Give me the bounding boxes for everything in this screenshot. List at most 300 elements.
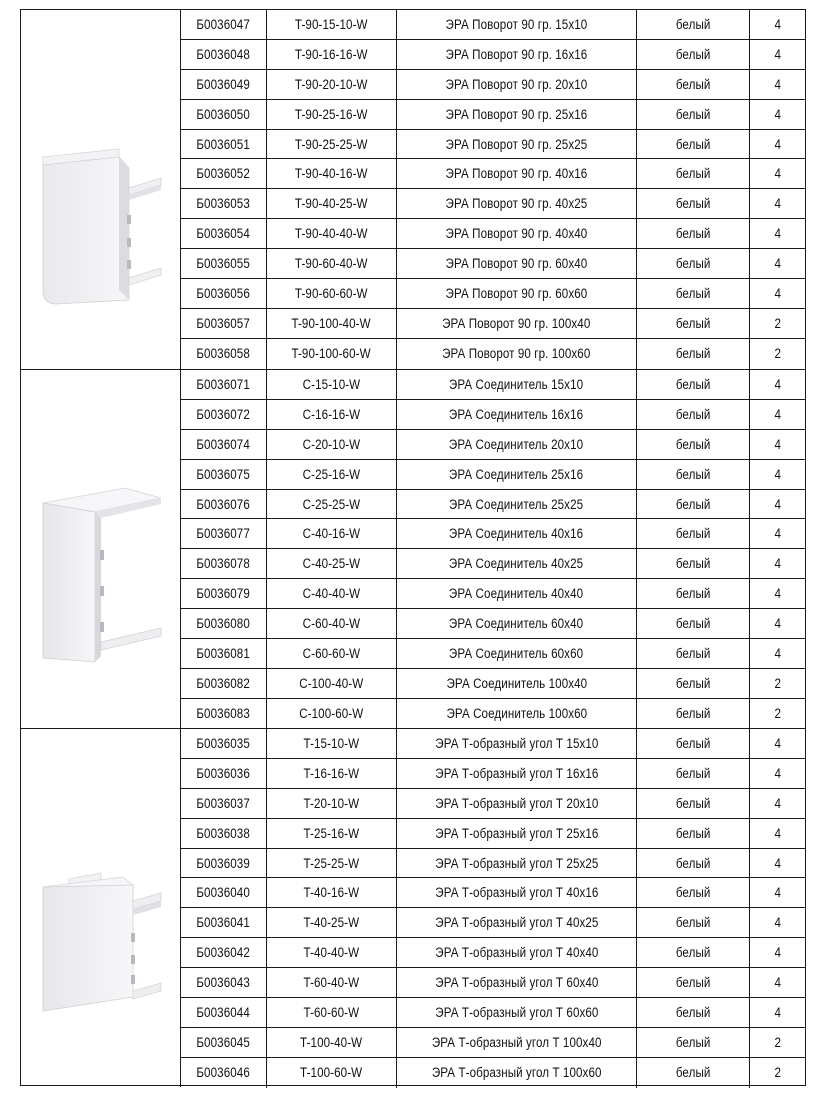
pack-quantity-text: 4 bbox=[774, 945, 781, 961]
model-code-text: C-25-16-W bbox=[302, 466, 361, 482]
color-cell bbox=[637, 998, 750, 1027]
table-row bbox=[181, 819, 805, 849]
color-cell bbox=[637, 100, 750, 129]
product-name-cell bbox=[397, 908, 637, 937]
model-code-text: T-90-16-16-W bbox=[295, 46, 368, 62]
article-number-cell bbox=[181, 789, 267, 818]
product-name-cell bbox=[397, 130, 637, 159]
article-number-text: Б0036035 bbox=[196, 735, 251, 751]
color-text: белый bbox=[675, 645, 711, 661]
article-number-text: Б0036057 bbox=[196, 315, 251, 331]
model-code-text: C-100-40-W bbox=[299, 675, 364, 691]
pack-quantity-text: 4 bbox=[774, 855, 781, 871]
pack-quantity-cell bbox=[750, 40, 805, 69]
model-code-text: T-90-20-10-W bbox=[295, 76, 368, 92]
model-code-text: T-15-10-W bbox=[303, 735, 360, 751]
product-name-cell bbox=[397, 189, 637, 218]
product-name-text: ЭРА Т-образный угол Т 40х40 bbox=[434, 945, 599, 961]
product-name-cell bbox=[397, 938, 637, 967]
model-code-cell bbox=[267, 968, 397, 997]
model-code-cell bbox=[267, 339, 397, 369]
t-shaped-fitting-image bbox=[21, 729, 181, 1088]
product-name-text: ЭРА Поворот 90 гр. 15х10 bbox=[445, 16, 588, 32]
color-cell bbox=[637, 430, 750, 459]
product-name-text: ЭРА Соединитель 100х60 bbox=[446, 706, 587, 722]
color-cell bbox=[637, 759, 750, 788]
article-number-text: Б0036056 bbox=[196, 285, 251, 301]
model-code-text: C-100-60-W bbox=[299, 706, 364, 722]
product-name-cell bbox=[397, 249, 637, 278]
pack-quantity-cell bbox=[750, 1028, 805, 1057]
table-row bbox=[181, 579, 805, 609]
pack-quantity-cell bbox=[750, 729, 805, 758]
model-code-cell bbox=[267, 729, 397, 758]
pack-quantity-cell bbox=[750, 130, 805, 159]
model-code-cell bbox=[267, 639, 397, 668]
table-row bbox=[181, 639, 805, 669]
article-number-cell bbox=[181, 908, 267, 937]
table-row bbox=[181, 998, 805, 1028]
model-code-cell bbox=[267, 460, 397, 489]
model-code-text: T-90-60-60-W bbox=[295, 285, 368, 301]
table-row bbox=[181, 878, 805, 908]
model-code-text: T-100-40-W bbox=[300, 1034, 363, 1050]
article-number-cell bbox=[181, 309, 267, 338]
color-text: белый bbox=[675, 46, 711, 62]
pack-quantity-text: 4 bbox=[774, 226, 781, 242]
table-row bbox=[181, 430, 805, 460]
article-number-cell bbox=[181, 400, 267, 429]
model-code-cell bbox=[267, 400, 397, 429]
color-cell bbox=[637, 189, 750, 218]
product-name-cell bbox=[397, 729, 637, 758]
table-row bbox=[181, 908, 805, 938]
color-text: белый bbox=[675, 436, 711, 452]
color-cell bbox=[637, 219, 750, 248]
product-name-cell bbox=[397, 400, 637, 429]
product-rows bbox=[181, 10, 805, 369]
article-number-text: Б0036075 bbox=[196, 466, 251, 482]
pack-quantity-cell bbox=[750, 309, 805, 338]
product-name-text: ЭРА Т-образный угол Т 16х16 bbox=[434, 765, 599, 781]
article-number-text: Б0036050 bbox=[196, 106, 251, 122]
article-number-cell bbox=[181, 249, 267, 278]
pack-quantity-text: 4 bbox=[774, 645, 781, 661]
model-code-text: T-25-16-W bbox=[303, 825, 360, 841]
article-number-cell bbox=[181, 460, 267, 489]
color-cell bbox=[637, 70, 750, 99]
pack-quantity-cell bbox=[750, 400, 805, 429]
table-row bbox=[181, 219, 805, 249]
article-number-cell bbox=[181, 519, 267, 548]
color-cell bbox=[637, 789, 750, 818]
product-name-text: ЭРА Т-образный угол Т 100х60 bbox=[431, 1065, 602, 1081]
model-code-cell bbox=[267, 430, 397, 459]
product-name-text: ЭРА Поворот 90 гр. 40х40 bbox=[445, 226, 588, 242]
pack-quantity-cell bbox=[750, 490, 805, 519]
color-cell bbox=[637, 490, 750, 519]
article-number-text: Б0036042 bbox=[196, 945, 251, 961]
product-name-cell bbox=[397, 549, 637, 578]
model-code-text: T-90-100-60-W bbox=[291, 346, 372, 362]
pack-quantity-cell bbox=[750, 789, 805, 818]
corner-90-fitting-image bbox=[21, 10, 181, 369]
table-row bbox=[181, 699, 805, 729]
color-text: белый bbox=[675, 526, 711, 542]
article-number-text: Б0036039 bbox=[196, 855, 251, 871]
table-row bbox=[181, 490, 805, 520]
pack-quantity-cell bbox=[750, 100, 805, 129]
product-table bbox=[20, 9, 806, 1086]
color-text: белый bbox=[675, 556, 711, 572]
article-number-cell bbox=[181, 549, 267, 578]
table-row bbox=[181, 130, 805, 160]
pack-quantity-cell bbox=[750, 878, 805, 907]
model-code-cell bbox=[267, 1028, 397, 1057]
color-text: белый bbox=[675, 586, 711, 602]
pack-quantity-text: 4 bbox=[774, 16, 781, 32]
product-name-text: ЭРА Соединитель 60х40 bbox=[449, 616, 584, 632]
model-code-cell bbox=[267, 878, 397, 907]
model-code-cell bbox=[267, 10, 397, 39]
article-number-text: Б0036038 bbox=[196, 825, 251, 841]
product-name-text: ЭРА Поворот 90 гр. 100х60 bbox=[442, 346, 591, 362]
pack-quantity-cell bbox=[750, 70, 805, 99]
model-code-text: C-25-25-W bbox=[302, 496, 361, 512]
color-text: белый bbox=[675, 975, 711, 991]
article-number-cell bbox=[181, 579, 267, 608]
color-text: белый bbox=[675, 765, 711, 781]
article-number-cell bbox=[181, 609, 267, 638]
model-code-text: C-40-40-W bbox=[302, 586, 361, 602]
table-row bbox=[181, 279, 805, 309]
product-name-text: ЭРА Поворот 90 гр. 25х16 bbox=[445, 106, 588, 122]
article-number-cell bbox=[181, 998, 267, 1027]
table-row bbox=[181, 100, 805, 130]
pack-quantity-cell bbox=[750, 759, 805, 788]
model-code-cell bbox=[267, 789, 397, 818]
model-code-cell bbox=[267, 609, 397, 638]
article-number-text: Б0036041 bbox=[196, 915, 251, 931]
product-name-text: ЭРА Соединитель 25х16 bbox=[449, 466, 584, 482]
model-code-text: T-60-60-W bbox=[303, 1004, 360, 1020]
pack-quantity-text: 4 bbox=[774, 196, 781, 212]
article-number-text: Б0036045 bbox=[196, 1034, 251, 1050]
pack-quantity-text: 4 bbox=[774, 166, 781, 182]
model-code-cell bbox=[267, 370, 397, 399]
pack-quantity-text: 4 bbox=[774, 76, 781, 92]
color-text: белый bbox=[675, 166, 711, 182]
color-cell bbox=[637, 1058, 750, 1088]
article-number-text: Б0036047 bbox=[196, 16, 251, 32]
pack-quantity-cell bbox=[750, 219, 805, 248]
color-text: белый bbox=[675, 76, 711, 92]
model-code-text: T-90-40-25-W bbox=[295, 196, 368, 212]
pack-quantity-cell bbox=[750, 339, 805, 369]
product-name-cell bbox=[397, 789, 637, 818]
color-text: белый bbox=[675, 196, 711, 212]
article-number-text: Б0036037 bbox=[196, 795, 251, 811]
color-text: белый bbox=[675, 496, 711, 512]
model-code-text: T-90-40-16-W bbox=[295, 166, 368, 182]
article-number-cell bbox=[181, 100, 267, 129]
product-name-text: ЭРА Соединитель 100х40 bbox=[446, 675, 587, 691]
product-name-cell bbox=[397, 1028, 637, 1057]
table-row bbox=[181, 370, 805, 400]
color-cell bbox=[637, 370, 750, 399]
pack-quantity-text: 4 bbox=[774, 885, 781, 901]
color-cell bbox=[637, 159, 750, 188]
table-row bbox=[181, 1058, 805, 1088]
color-cell bbox=[637, 339, 750, 369]
pack-quantity-cell bbox=[750, 249, 805, 278]
pack-quantity-cell bbox=[750, 279, 805, 308]
pack-quantity-cell bbox=[750, 669, 805, 698]
color-cell bbox=[637, 400, 750, 429]
table-row bbox=[181, 789, 805, 819]
model-code-text: T-90-40-40-W bbox=[295, 226, 368, 242]
product-name-text: ЭРА Поворот 90 гр. 25х25 bbox=[445, 136, 588, 152]
color-cell bbox=[637, 460, 750, 489]
model-code-text: C-40-16-W bbox=[302, 526, 361, 542]
article-number-cell bbox=[181, 639, 267, 668]
article-number-text: Б0036052 bbox=[196, 166, 251, 182]
article-number-text: Б0036054 bbox=[196, 226, 251, 242]
article-number-text: Б0036049 bbox=[196, 76, 251, 92]
color-text: белый bbox=[675, 885, 711, 901]
color-cell bbox=[637, 849, 750, 878]
product-name-cell bbox=[397, 579, 637, 608]
color-text: белый bbox=[675, 855, 711, 871]
product-name-text: ЭРА Поворот 90 гр. 20х10 bbox=[445, 76, 588, 92]
pack-quantity-text: 4 bbox=[774, 586, 781, 602]
color-cell bbox=[637, 819, 750, 848]
model-code-text: T-90-100-40-W bbox=[291, 315, 372, 331]
article-number-text: Б0036082 bbox=[196, 675, 251, 691]
product-name-cell bbox=[397, 70, 637, 99]
table-row bbox=[181, 609, 805, 639]
article-number-text: Б0036058 bbox=[196, 346, 251, 362]
pack-quantity-cell bbox=[750, 460, 805, 489]
color-text: белый bbox=[675, 945, 711, 961]
product-name-text: ЭРА Т-образный угол Т 20х10 bbox=[434, 795, 599, 811]
product-group-t-shaped bbox=[21, 728, 805, 1087]
pack-quantity-text: 2 bbox=[774, 1034, 781, 1050]
model-code-text: T-40-40-W bbox=[303, 945, 360, 961]
product-name-cell bbox=[397, 878, 637, 907]
table-row bbox=[181, 968, 805, 998]
color-cell bbox=[637, 908, 750, 937]
article-number-text: Б0036048 bbox=[196, 46, 251, 62]
article-number-cell bbox=[181, 430, 267, 459]
article-number-text: Б0036081 bbox=[196, 645, 251, 661]
pack-quantity-text: 4 bbox=[774, 496, 781, 512]
product-name-cell bbox=[397, 1058, 637, 1088]
model-code-text: T-90-25-25-W bbox=[295, 136, 368, 152]
model-code-cell bbox=[267, 279, 397, 308]
article-number-cell bbox=[181, 669, 267, 698]
article-number-cell bbox=[181, 339, 267, 369]
model-code-cell bbox=[267, 699, 397, 729]
color-text: белый bbox=[675, 795, 711, 811]
table-row bbox=[181, 159, 805, 189]
product-name-text: ЭРА Т-образный угол Т 15х10 bbox=[434, 735, 599, 751]
product-name-text: ЭРА Поворот 90 гр. 60х60 bbox=[445, 285, 588, 301]
product-name-cell bbox=[397, 279, 637, 308]
pack-quantity-text: 4 bbox=[774, 136, 781, 152]
product-name-text: ЭРА Поворот 90 гр. 40х25 bbox=[445, 196, 588, 212]
article-number-cell bbox=[181, 849, 267, 878]
table-row bbox=[181, 519, 805, 549]
product-image-cell bbox=[21, 370, 181, 728]
product-name-cell bbox=[397, 159, 637, 188]
pack-quantity-text: 4 bbox=[774, 735, 781, 751]
pack-quantity-text: 4 bbox=[774, 526, 781, 542]
model-code-cell bbox=[267, 549, 397, 578]
model-code-cell bbox=[267, 579, 397, 608]
color-text: белый bbox=[675, 406, 711, 422]
article-number-cell bbox=[181, 1028, 267, 1057]
model-code-text: T-20-10-W bbox=[303, 795, 360, 811]
product-name-cell bbox=[397, 968, 637, 997]
color-cell bbox=[637, 549, 750, 578]
pack-quantity-cell bbox=[750, 908, 805, 937]
article-number-cell bbox=[181, 759, 267, 788]
table-row bbox=[181, 849, 805, 879]
pack-quantity-cell bbox=[750, 609, 805, 638]
pack-quantity-cell bbox=[750, 938, 805, 967]
pack-quantity-cell bbox=[750, 819, 805, 848]
article-number-text: Б0036040 bbox=[196, 885, 251, 901]
product-name-text: ЭРА Т-образный угол Т 40х25 bbox=[434, 915, 599, 931]
color-text: белый bbox=[675, 315, 711, 331]
table-row bbox=[181, 938, 805, 968]
product-name-text: ЭРА Поворот 90 гр. 16х16 bbox=[445, 46, 588, 62]
product-name-cell bbox=[397, 609, 637, 638]
article-number-cell bbox=[181, 878, 267, 907]
color-text: белый bbox=[675, 825, 711, 841]
product-name-cell bbox=[397, 100, 637, 129]
model-code-cell bbox=[267, 219, 397, 248]
product-name-cell bbox=[397, 819, 637, 848]
product-name-text: ЭРА Поворот 90 гр. 100х40 bbox=[442, 315, 591, 331]
product-name-cell bbox=[397, 669, 637, 698]
article-number-cell bbox=[181, 938, 267, 967]
color-cell bbox=[637, 40, 750, 69]
product-name-cell bbox=[397, 849, 637, 878]
color-cell bbox=[637, 968, 750, 997]
model-code-cell bbox=[267, 40, 397, 69]
article-number-cell bbox=[181, 370, 267, 399]
model-code-cell bbox=[267, 938, 397, 967]
color-text: белый bbox=[675, 1065, 711, 1081]
table-row bbox=[181, 309, 805, 339]
pack-quantity-cell bbox=[750, 430, 805, 459]
product-name-cell bbox=[397, 519, 637, 548]
product-name-cell bbox=[397, 309, 637, 338]
article-number-cell bbox=[181, 219, 267, 248]
color-text: белый bbox=[675, 1004, 711, 1020]
table-row bbox=[181, 729, 805, 759]
pack-quantity-text: 4 bbox=[774, 46, 781, 62]
product-name-text: ЭРА Соединитель 16х16 bbox=[449, 406, 584, 422]
color-cell bbox=[637, 609, 750, 638]
color-text: белый bbox=[675, 735, 711, 751]
model-code-cell bbox=[267, 819, 397, 848]
color-text: белый bbox=[675, 256, 711, 272]
model-code-cell bbox=[267, 189, 397, 218]
article-number-cell bbox=[181, 70, 267, 99]
color-text: белый bbox=[675, 106, 711, 122]
product-name-cell bbox=[397, 430, 637, 459]
product-name-cell bbox=[397, 998, 637, 1027]
pack-quantity-text: 4 bbox=[774, 466, 781, 482]
article-number-cell bbox=[181, 490, 267, 519]
table-row bbox=[181, 759, 805, 789]
color-cell bbox=[637, 579, 750, 608]
color-text: белый bbox=[675, 346, 711, 362]
pack-quantity-text: 2 bbox=[774, 675, 781, 691]
color-cell bbox=[637, 309, 750, 338]
color-cell bbox=[637, 699, 750, 729]
color-text: белый bbox=[675, 376, 711, 392]
model-code-text: T-60-40-W bbox=[303, 975, 360, 991]
article-number-cell bbox=[181, 699, 267, 729]
model-code-cell bbox=[267, 100, 397, 129]
pack-quantity-cell bbox=[750, 519, 805, 548]
article-number-text: Б0036074 bbox=[196, 436, 251, 452]
article-number-text: Б0036036 bbox=[196, 765, 251, 781]
product-name-text: ЭРА Т-образный угол Т 40х16 bbox=[434, 885, 599, 901]
product-name-text: ЭРА Т-образный угол Т 25х16 bbox=[434, 825, 599, 841]
model-code-text: T-40-16-W bbox=[303, 885, 360, 901]
pack-quantity-text: 4 bbox=[774, 975, 781, 991]
pack-quantity-cell bbox=[750, 639, 805, 668]
article-number-cell bbox=[181, 279, 267, 308]
color-text: белый bbox=[675, 226, 711, 242]
model-code-text: T-90-60-40-W bbox=[295, 256, 368, 272]
product-group-connector bbox=[21, 369, 805, 728]
article-number-cell bbox=[181, 189, 267, 218]
pack-quantity-cell bbox=[750, 968, 805, 997]
pack-quantity-cell bbox=[750, 10, 805, 39]
article-number-cell bbox=[181, 40, 267, 69]
pack-quantity-cell bbox=[750, 998, 805, 1027]
pack-quantity-text: 4 bbox=[774, 106, 781, 122]
product-image-cell bbox=[21, 10, 181, 369]
color-cell bbox=[637, 130, 750, 159]
article-number-text: Б0036071 bbox=[196, 376, 251, 392]
table-row bbox=[181, 669, 805, 699]
model-code-cell bbox=[267, 519, 397, 548]
pack-quantity-cell bbox=[750, 370, 805, 399]
product-name-cell bbox=[397, 699, 637, 729]
product-name-cell bbox=[397, 759, 637, 788]
color-text: белый bbox=[675, 1034, 711, 1050]
article-number-cell bbox=[181, 10, 267, 39]
article-number-text: Б0036043 bbox=[196, 975, 251, 991]
table-row bbox=[181, 70, 805, 100]
pack-quantity-cell bbox=[750, 159, 805, 188]
product-name-text: ЭРА Т-образный угол Т 100х40 bbox=[431, 1034, 602, 1050]
article-number-text: Б0036044 bbox=[196, 1004, 251, 1020]
model-code-text: T-90-25-16-W bbox=[295, 106, 368, 122]
color-cell bbox=[637, 1028, 750, 1057]
color-cell bbox=[637, 669, 750, 698]
model-code-text: T-100-60-W bbox=[300, 1065, 363, 1081]
product-name-cell bbox=[397, 40, 637, 69]
article-number-cell bbox=[181, 819, 267, 848]
